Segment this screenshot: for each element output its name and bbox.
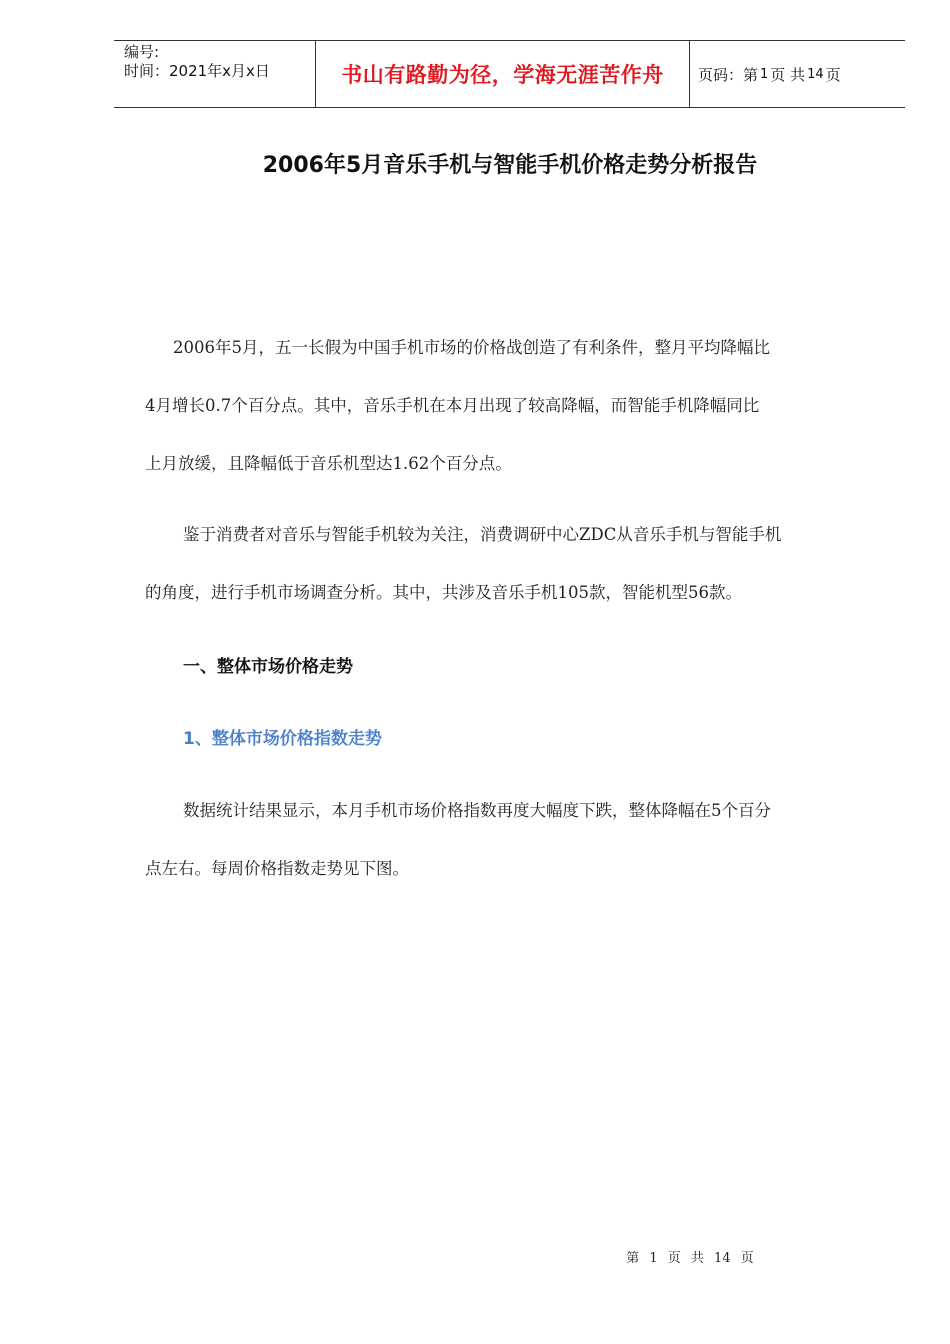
- header-meta-cell: [114, 41, 316, 107]
- paragraph-2-line-2: 的角度，进行手机市场调查分析。其中，共涉及音乐手机105款，智能机型56款。: [145, 583, 742, 602]
- page-header: [114, 40, 905, 108]
- motto-text: 书山有路勤为径，学海无涯苦作舟: [341, 63, 664, 87]
- serial-number-label: 编号:: [124, 43, 160, 61]
- page-mid: 页 共: [770, 65, 806, 84]
- paragraph-1-line-1: 2006年5月，五一长假为中国手机市场的价格战创造了有利条件，整月平均降幅比: [173, 338, 770, 357]
- paragraph-2-line-1: 鉴于消费者对音乐与智能手机较为关注，消费调研中心ZDC从音乐手机与智能手机: [183, 525, 782, 544]
- paragraph-1-line-3: 上月放缓，且降幅低于音乐机型达1.62个百分点。: [145, 454, 512, 473]
- subsection-heading: 1、整体市场价格指数走势: [183, 729, 382, 749]
- document-title: 2006年5月音乐手机与智能手机价格走势分析报告: [262, 153, 758, 178]
- section-heading: 一、整体市场价格走势: [183, 657, 353, 677]
- header-motto-cell: [316, 41, 690, 107]
- page-suffix: 页: [825, 65, 841, 84]
- header-page-cell: [690, 41, 905, 107]
- paragraph-3-line-1: 数据统计结果显示，本月手机市场价格指数再度大幅度下跌，整体降幅在5个百分: [183, 801, 771, 820]
- time-label: 时间：2021年x月x日: [124, 62, 270, 80]
- page-current: 1: [760, 66, 769, 82]
- paragraph-3-line-2: 点左右。每周价格指数走势见下图。: [145, 859, 409, 878]
- page-prefix: 页码：第: [698, 65, 759, 84]
- page-footer: 第 1 页 共 14 页: [626, 1251, 754, 1266]
- paragraph-1-line-2: 4月增长0.7个百分点。其中，音乐手机在本月出现了较高降幅，而智能手机降幅同比: [145, 396, 760, 415]
- page-total: 14: [807, 66, 824, 82]
